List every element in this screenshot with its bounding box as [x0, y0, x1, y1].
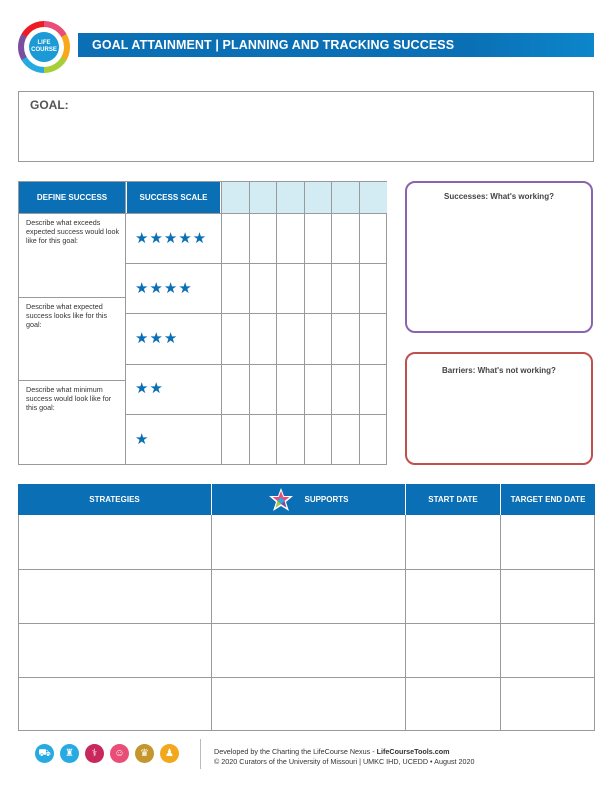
strategies-header: STRATEGIES [89, 495, 140, 504]
footer-divider [200, 739, 201, 769]
life-domains-icons [35, 744, 179, 766]
grid-divider [359, 182, 360, 465]
exceeds-success-description: Describe what exceeds expected success would look like for this goal: [26, 218, 120, 245]
success-grid [18, 181, 387, 465]
grid-divider [19, 297, 125, 298]
one-star-icon: ★ [135, 431, 150, 448]
grid-divider [19, 213, 387, 214]
table-row [19, 623, 594, 624]
success-scale-header: SUCCESS SCALE [126, 182, 220, 213]
goal-label: GOAL: [30, 98, 69, 112]
target-end-date-header: TARGET END DATE [500, 484, 595, 515]
grid-divider [249, 182, 250, 465]
health-icon: ⚕ [85, 744, 104, 763]
successes-title: Successes: What's working? [444, 192, 554, 201]
five-stars-icon: ★★★★★ [135, 230, 208, 247]
grid-divider [304, 182, 305, 465]
lifecourse-logo [18, 21, 70, 73]
table-row [19, 677, 594, 678]
four-stars-icon: ★★★★ [135, 280, 193, 297]
citizenship-icon: ♛ [135, 744, 154, 763]
supports-star-icon [268, 487, 294, 513]
start-date-header: START DATE [405, 484, 500, 515]
strategies-table-body[interactable] [18, 515, 595, 731]
grid-divider [276, 182, 277, 465]
daily-life-icon: ⛟ [35, 744, 54, 763]
grid-divider [125, 414, 387, 415]
community-icon: ♜ [60, 744, 79, 763]
table-row [19, 569, 594, 570]
strategies-table-header [18, 484, 595, 515]
expected-success-description: Describe what expected success looks like for this goal: [26, 302, 108, 329]
supports-header [211, 484, 405, 515]
grid-divider [221, 182, 222, 465]
grid-divider [19, 380, 125, 381]
footer-link[interactable]: LifeCourseTools.com [376, 747, 450, 756]
define-success-header: DEFINE SUCCESS [19, 182, 125, 213]
advocacy-icon: ♟ [160, 744, 179, 763]
goal-field[interactable] [18, 91, 594, 162]
logo-text: LIFE COURSE [29, 32, 59, 62]
grid-divider [125, 364, 387, 365]
page-title: GOAL ATTAINMENT | PLANNING AND TRACKING SUCCESS [78, 33, 594, 57]
footer-copyright: © 2020 Curators of the University of Missouri | UMKC IHD, UCEDD • August 2020 [214, 756, 475, 766]
successes-box[interactable] [405, 181, 593, 333]
barriers-box[interactable] [405, 352, 593, 465]
grid-divider [331, 182, 332, 465]
grid-divider [125, 182, 126, 465]
supports-label: SUPPORTS [304, 495, 349, 504]
three-stars-icon: ★★★ [135, 330, 179, 347]
social-icon: ☺ [110, 744, 129, 763]
footer-developed-by: Developed by the Charting the LifeCourse Nexus - [214, 747, 377, 756]
minimum-success-description: Describe what minimum success would look like for this goal: [26, 385, 112, 412]
grid-divider [125, 313, 387, 314]
grid-divider [125, 263, 387, 264]
two-stars-icon: ★★ [135, 380, 164, 397]
barriers-title: Barriers: What's not working? [442, 366, 556, 375]
footer-credits [214, 747, 475, 766]
